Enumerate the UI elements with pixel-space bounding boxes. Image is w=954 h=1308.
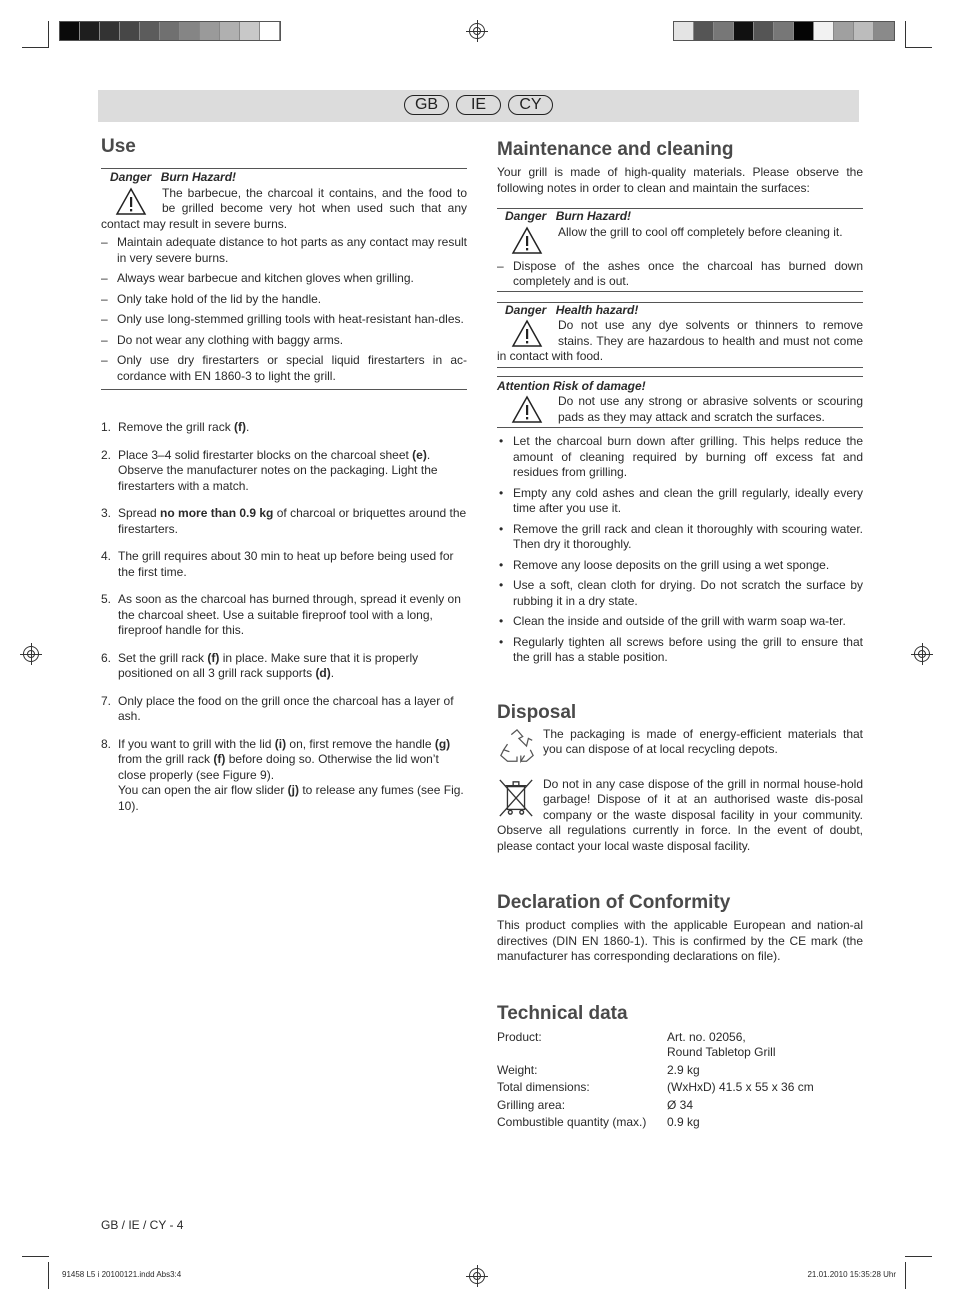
language-tag-gb: GB [404,95,449,115]
step-text: The grill requires about 30 min to heat up before being used for the first time. [118,549,454,579]
step-text: Spread no more than 0.9 kg of charcoal or briquettes around the firestarters. [118,506,467,536]
safety-list [101,235,467,384]
file-info: 91458 L5 i 20100121.indd Abs3:4 [62,1270,182,1279]
tech-label: Combustible quantity (max.) [497,1115,647,1129]
step-text: If you want to grill with the lid (i) on, first remove the handle (g) from the grill rack (f) before doing so. Otherwise the lid won’t close properly (see Figure 9). You can open the air flow slider (j) to release any fumes (see Fig. 10). [118,736,464,813]
instruction-step [101,506,467,537]
tech-value: 2.9 kg [667,1062,700,1077]
danger-label: Danger [110,170,152,184]
danger-label: Danger [505,209,547,223]
crop-mark [48,21,49,48]
section-title-technical: Technical data [497,1002,628,1024]
crop-mark [22,1256,49,1257]
step-number: 6. [101,650,112,665]
danger-label: Danger [505,302,547,317]
language-bar [98,90,859,122]
list-item: – Only take hold of the lid by the handle. [101,292,467,308]
crop-mark [905,47,932,48]
divider [497,291,863,292]
step-text: Place 3–4 solid firestarter blocks on the charcoal sheet (e). Observe the manufacturer notes on the packaging. Light the firestarters with a match. [118,447,438,493]
right-column [497,139,863,1131]
tech-label: Product: [497,1029,542,1044]
recycle-icon [497,727,537,765]
crop-mark [48,1262,49,1289]
crop-mark [905,21,906,48]
step-text: Only place the food on the grill once the charcoal has a layer of ash. [118,693,454,723]
instruction-step [101,737,467,815]
list-item: • Use a soft, clean cloth for drying. Do not scratch the surface by rubbing it in a dry state. [497,578,863,609]
step-text: Remove the grill rack (f). [118,420,250,434]
list-item: • Remove any loose deposits on the grill using a wet sponge. [497,558,863,574]
list-item: • Empty any cold ashes and clean the grill regularly, ideally every time after you use it. [497,486,863,517]
danger-text: Do not use any dye solvents or thinners to remove stains. They are hazardous to health and must not come in contact with food. [497,318,863,363]
disposal-grill [497,777,863,855]
attention-heading: Attention Risk of damage! [497,378,646,393]
danger-text: The barbecue, the charcoal it contains, and the food to be grilled become very hot when used such that any contact may result in severe burns. [101,185,467,231]
list-item: – Dispose of the ashes once the charcoal has burned down completely and is out. [497,259,863,290]
step-number: 4. [101,549,112,563]
danger-hazard: Health hazard! [555,302,639,317]
tech-label: Weight: [497,1062,538,1077]
danger-heading [497,209,863,225]
list-item: • Remove the grill rack and clean it thoroughly with scouring water. Then dry it thoroughly. [497,522,863,553]
instruction-step [101,549,467,580]
disposal-grill-text: Do not in any case dispose of the grill in normal house-hold garbage! Dispose of it at an authorised waste dis-posal company or the waste disposal facility in your community. Observe all regulations currently in force. In the event of doubt, please contact your local waste disposal facility. [497,776,863,853]
tech-label: Total dimensions: [497,1080,590,1094]
left-column [101,136,467,826]
instruction-step [101,694,467,725]
list-item: – Only use long-stemmed grilling tools with heat-resistant han-dles. [101,312,467,328]
language-tag-cy: CY [508,95,553,115]
crossed-bin-icon [497,777,535,819]
tech-label: Grilling area: [497,1097,566,1112]
danger-hazard: Burn Hazard! [555,209,632,223]
color-calibration-bar-left [59,21,281,41]
danger-heading [497,303,863,319]
section-title-disposal: Disposal [497,701,577,723]
step-text: Set the grill rack (f) in place. Make sure that it is properly positioned on all 3 grill rack supports (d). [118,650,419,680]
warning-triangle-icon [511,395,543,425]
list-item: – Only use dry firestarters or special liquid firestarters in ac-cordance with EN 1860-3 to light the grill. [101,353,467,384]
step-number: 2. [101,447,112,462]
tech-value: (WxHxD) 41.5 x 55 x 36 cm [667,1080,814,1094]
divider [497,427,863,428]
disposal-packaging [497,727,863,758]
step-number: 7. [101,693,112,708]
instruction-step [101,592,467,639]
tech-value: 0.9 kg [667,1115,700,1129]
divider [497,367,863,368]
instructions-list [101,420,467,814]
danger-hazard: Burn Hazard! [160,170,237,184]
list-item: • Clean the inside and outside of the grill with warm soap wa-ter. [497,614,863,630]
step-number: 1. [101,420,112,434]
list-item: – Do not wear any clothing with baggy arms. [101,333,467,349]
registration-mark-icon [914,646,930,662]
section-title-conformity: Declaration of Conformity [497,892,731,913]
section-title-use: Use [101,136,136,157]
section-title-maintenance: Maintenance and cleaning [497,139,734,160]
danger-heading [101,170,467,186]
instruction-step [101,420,467,436]
tech-value: Ø 34 [667,1097,694,1112]
tech-value: Art. no. 02056, Round Tabletop Grill [667,1029,776,1059]
list-item: • Regularly tighten all screws before using the grill to ensure that the grill has a stable position. [497,635,863,666]
cleaning-list [497,434,863,666]
list-item: – Maintain adequate distance to hot parts as any contact may result in very severe burns. [101,235,467,266]
warning-triangle-icon [511,319,543,349]
step-number: 5. [101,592,112,606]
danger-text: Allow the grill to cool off completely before cleaning it. [558,224,843,239]
crop-mark [22,47,49,48]
step-number: 8. [101,736,112,751]
divider [101,389,467,390]
maintenance-dash-list [497,259,863,290]
crop-mark [905,1256,932,1257]
danger-block [101,169,467,232]
language-tag-ie: IE [456,95,501,115]
list-item: • Let the charcoal burn down after grilling. This helps reduce the amount of cleaning required by burning off excess fat and residues from grilling. [497,434,863,481]
print-timestamp: 21.01.2010 15:35:28 Uhr [807,1270,896,1279]
step-number: 3. [101,506,112,520]
warning-triangle-icon [115,187,147,217]
attention-text: Do not use any strong or abrasive solvents or scouring pads as they may attack and scratch the surfaces. [558,394,863,424]
warning-triangle-icon [511,226,543,256]
maintenance-intro: Your grill is made of high-quality materials. Please observe the following notes in order to clean and maintain the surfaces: [497,165,863,195]
instruction-step [101,448,467,495]
conformity-text: This product complies with the applicable European and nation-al directives (DIN EN 1860-1). This is confirmed by the CE mark (the manufacturer has corresponding declarations on file). [497,918,863,963]
registration-mark-icon [469,1268,485,1284]
page-number: GB / IE / CY - 4 [101,1218,184,1232]
step-text: As soon as the charcoal has burned through, spread it evenly on the charcoal sheet. Use a suitable fireproof tool with a long, fireproof handle for this. [118,592,461,637]
instruction-step [101,651,467,682]
crop-mark [905,1262,906,1289]
list-item: – Always wear barbecue and kitchen gloves when grilling. [101,271,467,287]
technical-data-table [497,1030,863,1131]
color-calibration-bar-right [673,21,895,41]
registration-mark-icon [469,23,485,39]
registration-mark-icon [23,646,39,662]
disposal-packaging-text: The packaging is made of energy-efficient materials that you can dispose of at local recycling depots. [543,726,863,756]
